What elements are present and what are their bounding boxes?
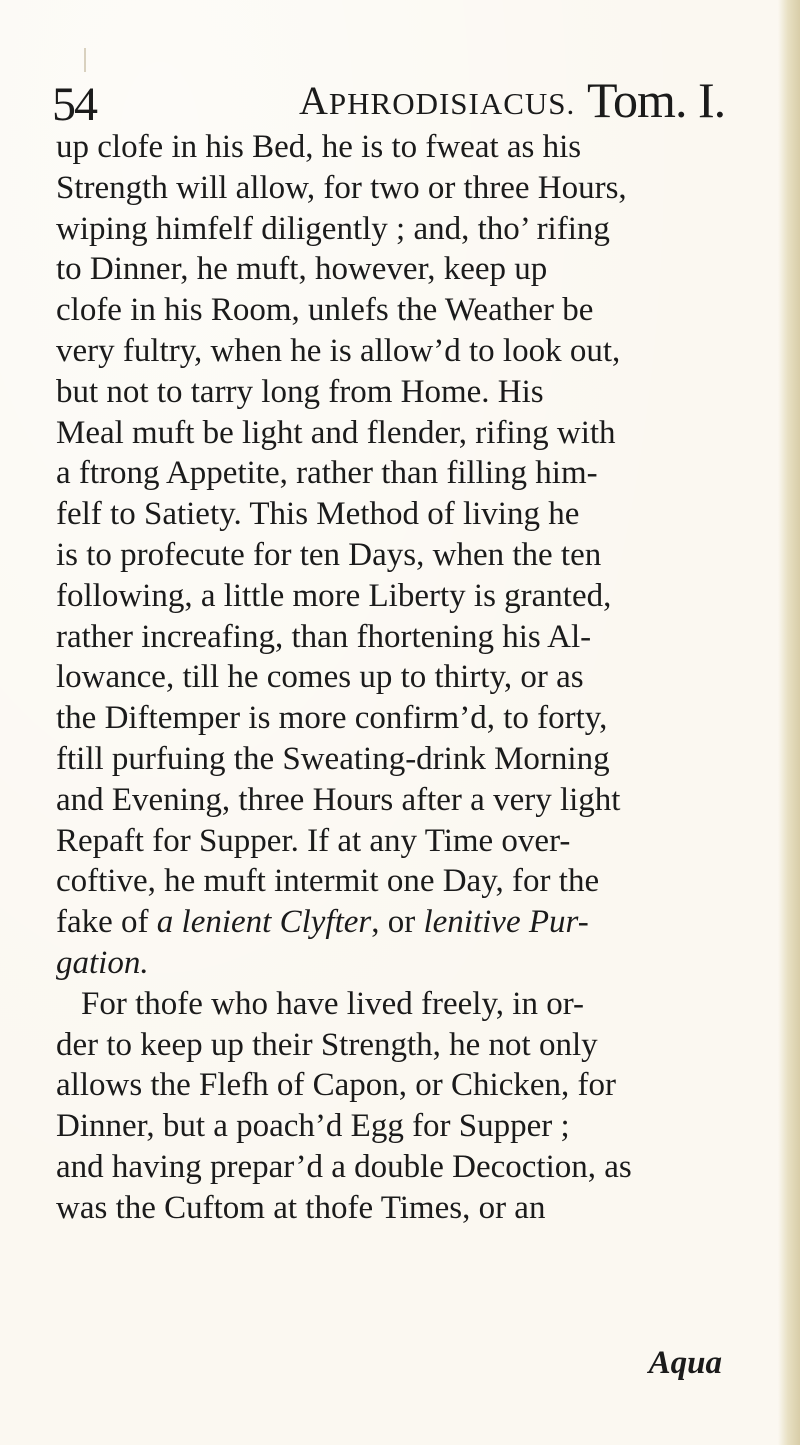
page-edge-shadow: [778, 0, 800, 1445]
paragraph-start: For thofe who have lived freely, in or-: [81, 985, 585, 1022]
text-line: coftive, he muft intermit one Day, for the: [56, 863, 600, 900]
lenitive-middle: , or: [371, 904, 424, 941]
page-number: 54: [52, 78, 96, 131]
text-line: Strength will allow, for two or three Hours,: [56, 169, 627, 206]
text-line: wiping himfelf diligently ; and, tho’ rifing: [56, 210, 610, 247]
lenitive-purgation-italic: lenitive Pur-: [423, 904, 589, 941]
body-text: [56, 127, 771, 1229]
lenitive-prefix: fake of: [56, 904, 157, 941]
text-line: to Dinner, he muft, however, keep up: [56, 251, 548, 288]
text-line: ftill purfuing the Sweating-drink Morning: [56, 740, 610, 777]
paper-mark: [84, 48, 86, 72]
text-line: Repaft for Supper. If at any Time over-: [56, 822, 571, 859]
text-line: felf to Satiety. This Method of living he: [56, 496, 580, 533]
running-title-initial: A: [299, 78, 329, 123]
lenient-clyster-italic: a lenient Clyfter: [156, 904, 372, 941]
text-line: der to keep up their Strength, he not only: [56, 1026, 598, 1063]
text-line: Meal muft be light and flender, rifing with: [56, 414, 616, 451]
text-line: was the Cuftom at thofe Times, or an: [56, 1189, 546, 1226]
text-line: up clofe in his Bed, he is to fweat as his: [56, 129, 582, 165]
text-line: allows the Flefh of Capon, or Chicken, for: [56, 1067, 616, 1104]
text-line: Dinner, but a poach’d Egg for Supper ;: [56, 1108, 570, 1145]
page-header: [52, 72, 778, 135]
text-line: the Diftemper is more confirm’d, to forty,: [56, 700, 608, 737]
text-line: following, a little more Liberty is granted,: [56, 577, 612, 614]
text-line: a ftrong Appetite, rather than filling him-: [56, 455, 598, 492]
text-line: and Evening, three Hours after a very light: [56, 781, 621, 818]
text-line-lenitive: [56, 902, 771, 943]
running-title-rest: PHRODISIACUS.: [328, 86, 576, 121]
catchword: Aqua: [648, 1345, 722, 1381]
text-line: rather increafing, than fhortening his Al-: [56, 618, 592, 655]
running-title: [299, 78, 576, 123]
text-line-gation: [56, 943, 771, 984]
text-line: but not to tarry long from Home. His: [56, 373, 544, 410]
text-line: very fultry, when he is allow’d to look out,: [56, 332, 621, 369]
text-line: is to profecute for ten Days, when the ten: [56, 536, 602, 573]
text-line: and having prepar’d a double Decoction, as: [56, 1148, 632, 1185]
text-line: lowance, till he comes up to thirty, or as: [56, 659, 584, 696]
text-line: clofe in his Room, unlefs the Weather be: [56, 292, 594, 329]
volume-label: Tom. I.: [587, 72, 726, 128]
gation-italic: gation.: [56, 944, 149, 981]
